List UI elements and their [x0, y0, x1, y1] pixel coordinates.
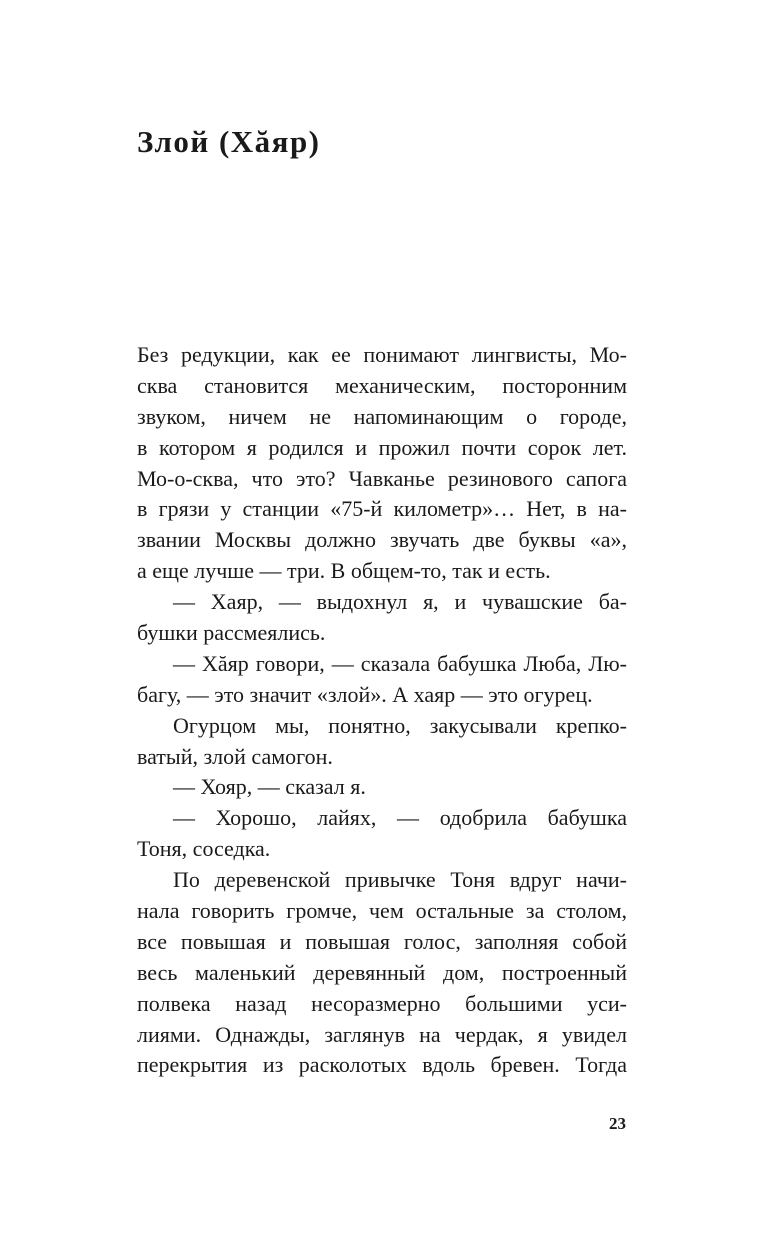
text-line: нала говорить громче, чем остальные за столом, — [137, 898, 627, 924]
text-line: звании Москвы должно звучать две буквы «а», — [137, 527, 627, 553]
text-line: Без редукции, как ее понимают лингвисты, Мо- — [137, 342, 627, 367]
text-line: а еще лучше — три. В общем-то, так и есть. — [137, 558, 551, 584]
text-line: Огурцом мы, понятно, закусывали крепко- — [173, 712, 627, 738]
chapter-title: Злой (Хăяр) — [137, 124, 321, 159]
text-line: лиями. Однажды, заглянув на чердак, я увидел — [137, 1021, 627, 1047]
page-number: 23 — [609, 1114, 626, 1133]
text-line: бушки рассмеялись. — [137, 620, 326, 646]
text-line: — Хорошо, лайях, — одобрила бабушка — [173, 805, 627, 831]
text-line: ватый, злой самогон. — [137, 743, 333, 769]
body-text — [137, 340, 627, 1081]
text-line: в грязи у станции «75-й километр»… Нет, в на- — [137, 496, 627, 522]
text-line: — Хаяр, — выдохнул я, и чувашские ба- — [173, 589, 627, 615]
text-line: — Хăяр говори, — сказала бабушка Люба, Лю- — [173, 650, 627, 676]
text-line: все повышая и повышая голос, заполняя собой — [137, 928, 627, 954]
text-line: багу, — это значит «злой». А хаяр — это огурец. — [137, 681, 593, 707]
text-line: полвека назад несоразмерно большими уси- — [137, 990, 627, 1016]
text-line: Тоня, соседка. — [137, 836, 271, 862]
text-line: По деревенской привычке Тоня вдруг начи- — [173, 867, 627, 893]
text-line: сква становится механическим, посторонним — [137, 372, 627, 398]
text-line: звуком, ничем не напоминающим о городе, — [137, 403, 627, 429]
text-line: — Хояр, — сказал я. — [173, 774, 366, 800]
text-line: весь маленький деревянный дом, построенный — [137, 959, 627, 985]
text-line: перекрытия из расколотых вдоль бревен. Тогда — [137, 1052, 627, 1078]
text-line: в котором я родился и прожил почти сорок лет. — [137, 434, 627, 460]
text-line: Мо-о-сква, что это? Чавканье резинового сапога — [137, 465, 627, 491]
